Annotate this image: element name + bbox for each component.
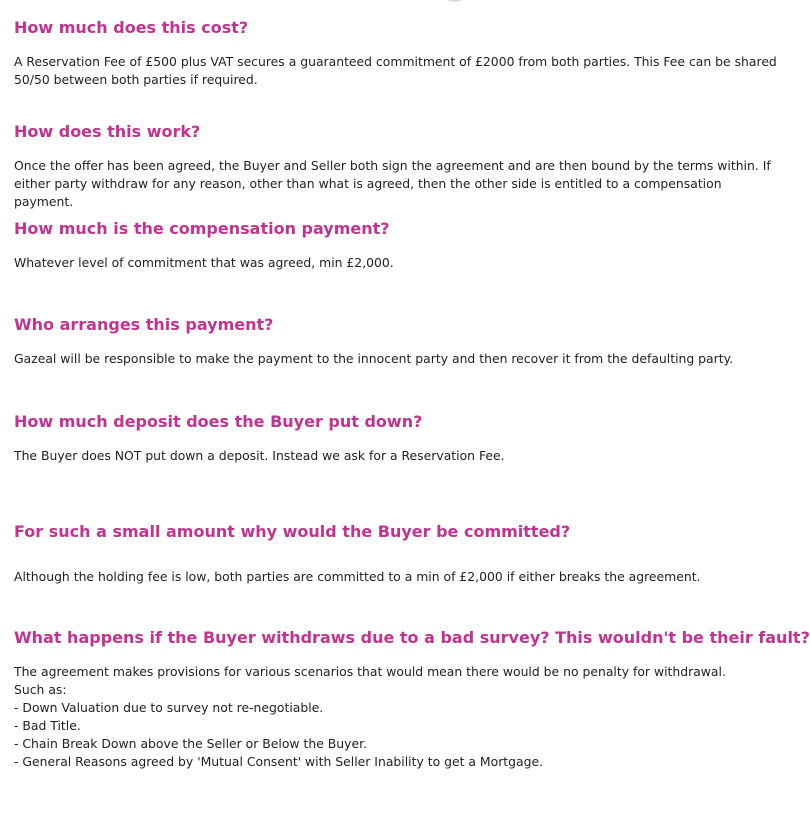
answer-line: The agreement makes provisions for various scenarios that would mean there would be no penalty for withdrawal. — [14, 664, 726, 679]
faq-question-who-arranges: Who arranges this payment? — [14, 315, 274, 334]
faq-answer-cost — [14, 53, 777, 89]
answer-line: 50/50 between both parties if required. — [14, 72, 258, 87]
answer-line: Although the holding fee is low, both parties are committed to a min of £2,000 if either breaks the agreement. — [14, 569, 701, 584]
answer-list-item: - Down Valuation due to survey not re-negotiable. — [14, 700, 324, 715]
faq-question-bad-survey: What happens if the Buyer withdraws due to a bad survey? This wouldn't be their fault? — [14, 628, 810, 647]
answer-line: A Reservation Fee of £500 plus VAT secures a guaranteed commitment of £2000 from both parties. This Fee can be shared — [14, 54, 777, 69]
faq-answer-compensation — [14, 254, 714, 272]
faq-question-how-it-works: How does this work? — [14, 122, 201, 141]
answer-list-item: - General Reasons agreed by 'Mutual Consent' with Seller Inability to get a Mortgage. — [14, 754, 544, 769]
faq-answer-commitment — [14, 568, 714, 586]
answer-line: Such as: — [14, 682, 67, 697]
answer-line: Gazeal will be responsible to make the payment to the innocent party and then recover it from the defaulting party. — [14, 351, 734, 366]
faq-answer-deposit — [14, 447, 714, 465]
faq-question-commitment: For such a small amount why would the Buyer be committed? — [14, 522, 571, 541]
faq-question-deposit: How much deposit does the Buyer put down? — [14, 412, 423, 431]
answer-list-item: - Chain Break Down above the Seller or Below the Buyer. — [14, 736, 367, 751]
answer-line: Whatever level of commitment that was agreed, min £2,000. — [14, 255, 394, 270]
faq-answer-bad-survey — [14, 663, 726, 771]
faq-question-compensation: How much is the compensation payment? — [14, 219, 390, 238]
answer-line: The Buyer does NOT put down a deposit. Instead we ask for a Reservation Fee. — [14, 448, 505, 463]
answer-list-item: - Bad Title. — [14, 718, 81, 733]
answer-line: Once the offer has been agreed, the Buyer and Seller both sign the agreement and are then bound by the terms within. If — [14, 158, 771, 173]
scroll-indicator — [440, 0, 470, 2]
answer-line: payment. — [14, 194, 74, 209]
answer-line: either party withdraw for any reason, other than what is agreed, then the other side is entitled to a compensation — [14, 176, 722, 191]
faq-answer-how-it-works — [14, 157, 771, 211]
faq-question-cost: How much does this cost? — [14, 18, 249, 37]
faq-answer-who-arranges — [14, 350, 734, 368]
